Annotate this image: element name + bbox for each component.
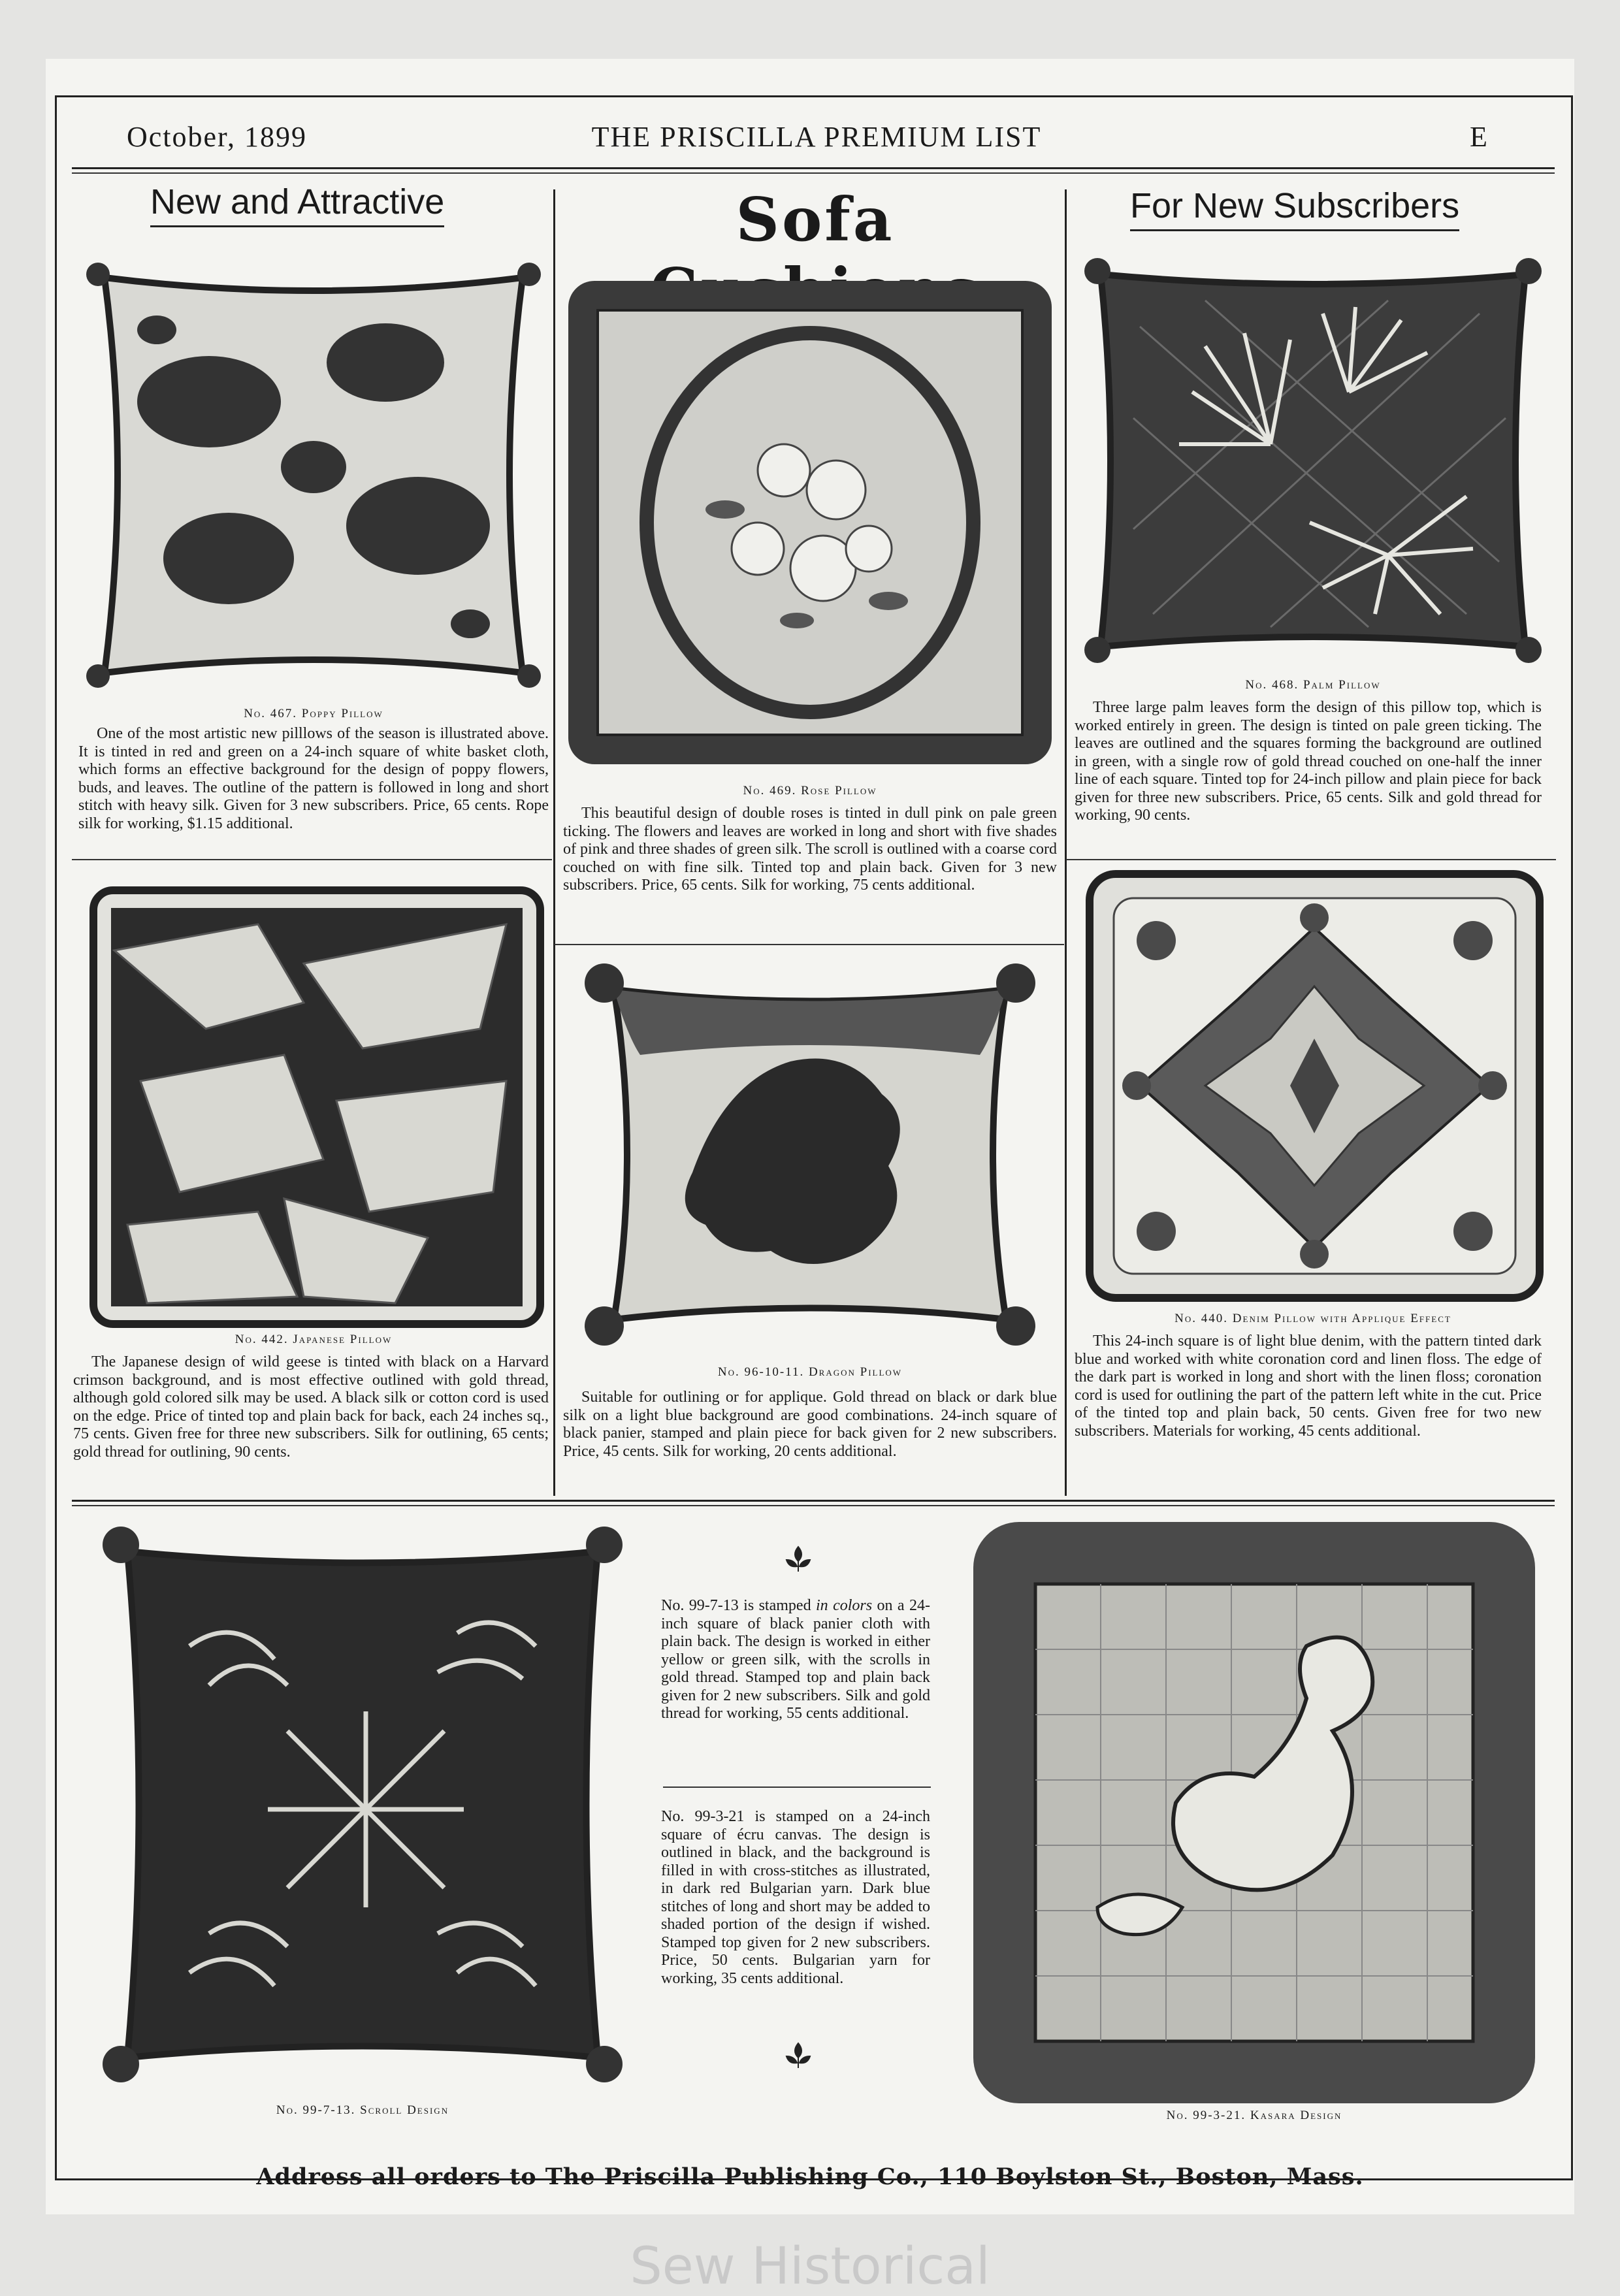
title-right: For New Subscribers <box>1130 186 1459 226</box>
column-rule-right <box>1065 189 1067 1496</box>
text-kasara: No. 99-3-21 is stamped on a 24-inch square of écru canvas. The design is outlined in black, and the background is filled in with cross-stitches as illustrated, in dark red Bulgarian yarn. Dark blue stitches of long and short may be added to shaded portion of the design if wished. Stamped top given for 2 new subscribers. Price, 50 cents. Bulgarian yarn for working, 35 cents additional. <box>661 1808 930 1987</box>
footer-address: Address all orders to The Priscilla Publishing Co., 110 Boylston St., Boston, Mass. <box>256 2163 1364 2190</box>
right-row-rule <box>1066 859 1556 860</box>
palm-pillow-illustration <box>1075 248 1551 673</box>
page-letter: E <box>1470 121 1489 153</box>
kasara-pillow-illustration <box>967 1515 1542 2110</box>
text-japanese: The Japanese design of wild geese is tinted with black on a Harvard crimson background, and is most effective outlined with gold thread, although gold colored silk may be used. A black silk or cotton cord is used on the edge. Price of tinted top and plain back for back, each 24 inches sq., 75 cents. Given free for three new subscribers. Silk for outlining, 65 cents; gold thread for outlining, 90 cents. <box>73 1353 549 1461</box>
ornament-top-icon <box>779 1542 818 1574</box>
caption-denim: No. 440. Denim Pillow with Applique Effect <box>1174 1312 1451 1325</box>
main-title: Sofa <box>736 184 895 255</box>
caption-scroll: No. 99-7-13. Scroll Design <box>276 2103 449 2117</box>
caption-kasara: No. 99-3-21. Kasara Design <box>1166 2109 1342 2122</box>
publication-title: THE PRISCILLA PREMIUM LIST <box>591 121 1042 153</box>
text-palm: Three large palm leaves form the design of this pillow top, which is worked entirely in green. The design is tinted on pale green ticking. The leaves are outlined and the squares forming the background are outlined in green, with a single row of gold thread couched on one-half the inner line of each square. Tinted top for 24-inch pillow and plain piece for back given for three new subscribers. Price, 65 cents. Silk and gold thread for working, 90 cents. <box>1075 699 1542 824</box>
column-rule-left <box>553 189 555 1496</box>
text-scroll: No. 99-7-13 is stamped in colors on a 24-inch square of black panier cloth with plain back. The design is worked in either yellow or green silk, with the scrolls in gold thread. Stamped top and plain back given for 2 new subscribers. Silk and gold thread for working, 55 cents additional. <box>661 1597 930 1722</box>
lower-section-rule-double <box>72 1505 1555 1506</box>
caption-poppy: No. 467. Poppy Pillow <box>244 707 383 720</box>
text-poppy: One of the most artistic new pilllows of the season is illustrated above. It is tinted in red and green on a 24-inch square of white basket cloth, which forms an effective background for the design of poppy flowers, buds, and leaves. The outline of the pattern is followed in long and short stitch with heavy silk. Given for 3 new subscribers. Price, 65 cents. Rope silk for working, $1.15 additional. <box>78 725 549 832</box>
text-denim: This 24-inch square is of light blue denim, with the pattern tinted dark blue and worked with white coronation cord and linen floss. The edge of the dark part is worked in long and short with the linen floss; coronation cord is used for outlining the part of the pattern left white in the cut. Price of the tinted top and plain back, 50 cents. Given free for two new subscribers. Materials for working, 45 cents additional. <box>1075 1333 1542 1440</box>
dragon-pillow-illustration <box>575 950 1045 1359</box>
left-row-rule <box>72 859 552 860</box>
text-dragon: Suitable for outlining or for applique. Gold thread on black or dark blue silk on a light blue background are good combinations. 24-inch square of black panier, stamped and plain piece for back given for 2 new subscribers. Price, 45 cents. Silk for working, 20 cents additional. <box>563 1389 1057 1460</box>
lower-section-rule <box>72 1500 1555 1502</box>
title-left: New and Attractive <box>150 182 444 222</box>
ornament-bottom-icon <box>779 2038 818 2071</box>
center-divider <box>663 1787 931 1788</box>
japanese-pillow-illustration <box>88 885 545 1329</box>
caption-japanese: No. 442. Japanese Pillow <box>235 1333 393 1346</box>
caption-palm: No. 468. Palm Pillow <box>1245 678 1381 692</box>
caption-dragon: No. 96-10-11. Dragon Pillow <box>717 1365 903 1379</box>
issue-date: October, 1899 <box>127 121 307 153</box>
center-row-rule <box>555 944 1064 945</box>
caption-rose: No. 469. Rose Pillow <box>743 784 877 798</box>
rose-pillow-illustration <box>562 274 1058 777</box>
poppy-pillow-illustration <box>78 251 549 699</box>
denim-pillow-illustration <box>1084 869 1545 1303</box>
scroll-pillow-illustration <box>91 1515 634 2094</box>
text-rose: This beautiful design of double roses is tinted in dull pink on pale green ticking. The flowers and leaves are worked in long and short with five shades of pink and three shades of green silk. The scroll is outlined with a coarse cord couched on with fine silk. Tinted top and plain back. Given for 3 new subscribers. Price, 65 cents. Silk for working, 75 cents additional. <box>563 805 1057 894</box>
header-rule-double <box>72 172 1555 174</box>
header-rule <box>72 167 1555 169</box>
watermark: Sew Historical <box>630 2237 990 2296</box>
